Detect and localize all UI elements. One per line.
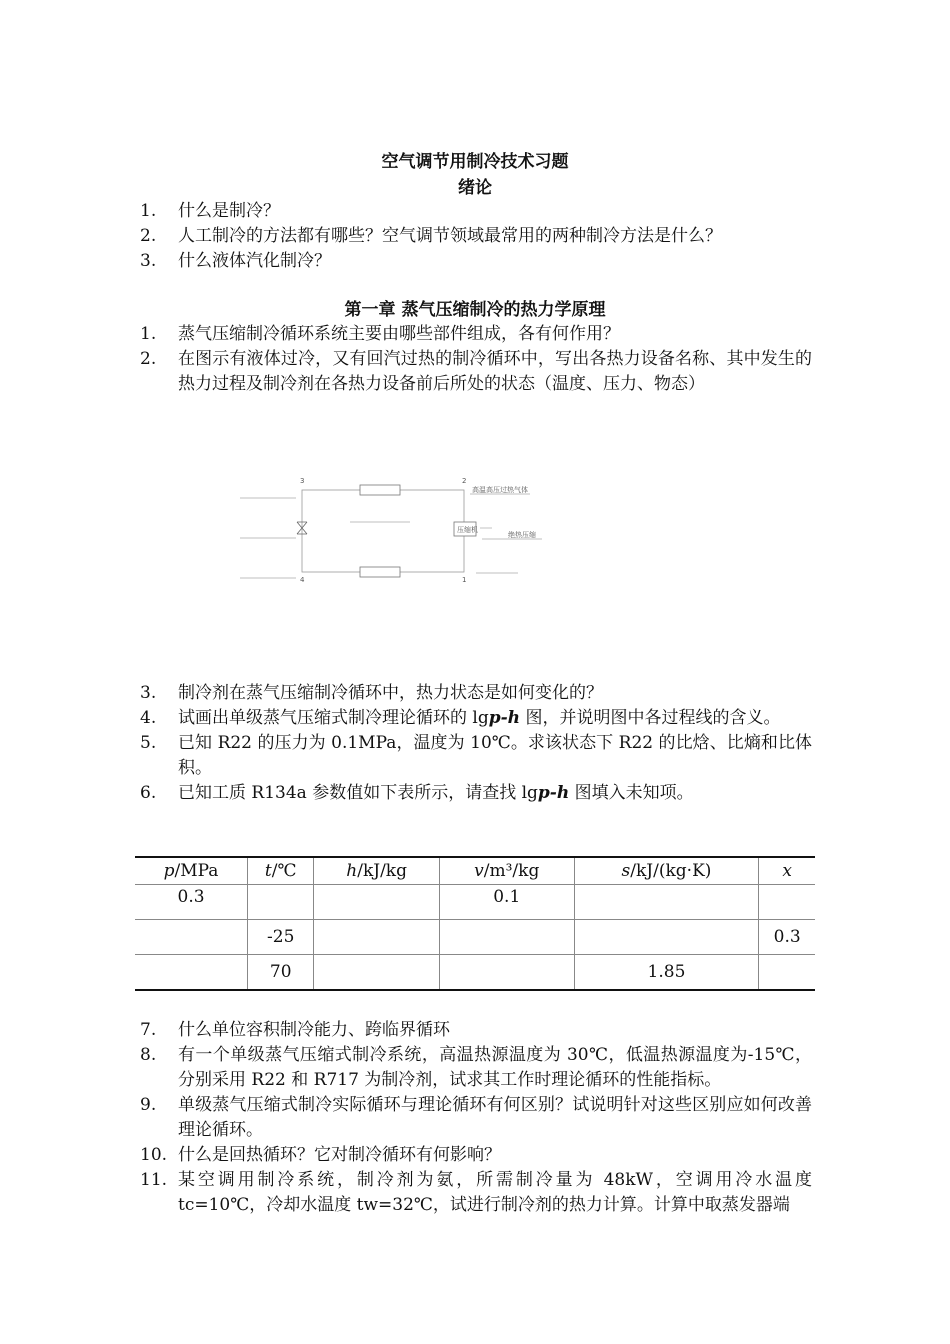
table-row: 70 1.85 — [135, 955, 815, 991]
state-point-2: 2 — [462, 477, 467, 485]
condenser-box — [360, 485, 400, 495]
document-title: 空气调节用制冷技术习题 — [381, 152, 569, 172]
label-high-pressure-gas: 高温高压过热气体 — [472, 486, 528, 494]
list-item: 7. 什么单位容积制冷能力、跨临界循环 — [140, 1020, 450, 1040]
cycle-loop — [302, 490, 464, 572]
list-item: 1. 蒸气压缩制冷循环系统主要由哪些部件组成，各有何作用？ — [140, 324, 620, 344]
table-header-cell: v/m³/kg — [439, 857, 574, 885]
table-header-row — [135, 857, 815, 885]
state-point-1: 1 — [462, 576, 467, 584]
table-header-cell: p/MPa — [135, 857, 248, 885]
state-point-3: 3 — [300, 477, 305, 485]
chapter1-question-list-c — [140, 1018, 812, 1218]
table-header-cell: t/℃ — [248, 857, 314, 885]
refrigeration-cycle-diagram — [230, 470, 570, 590]
list-item: 2. 人工制冷的方法都有哪些？空气调节领域最常用的两种制冷方法是什么？ — [140, 226, 722, 246]
chapter1-heading: 第一章 蒸气压缩制冷的热力学原理 — [344, 300, 606, 320]
list-item: 9. 单级蒸气压缩式制冷实际循环与理论循环有何区别？试说明针对这些区别应如何改善理论循环。 — [140, 1095, 812, 1140]
list-item: 5. 已知 R22 的压力为 0.1MPa，温度为 10℃。求该状态下 R22 的比焓、比熵和比体积。 — [140, 733, 812, 778]
label-adiabatic-compression: 绝热压缩 — [508, 531, 536, 539]
list-item: 1. 什么是制冷？ — [140, 201, 280, 221]
list-item: 2. 在图示有液体过冷，又有回汽过热的制冷循环中，写出各热力设备名称、其中发生的热力过程及制冷剂在各热力设备前后所处的状态（温度、压力、物态） — [140, 349, 812, 394]
chapter1-question-list-b — [140, 681, 812, 806]
list-item: 3. 制冷剂在蒸气压缩制冷循环中，热力状态是如何变化的？ — [140, 683, 603, 703]
chapter1-question-list-a — [140, 322, 812, 397]
list-item: 8. 有一个单级蒸气压缩式制冷系统，高温热源温度为 30℃，低温热源温度为-15℃，分别采用 R22 和 R717 为制冷剂，试求其工作时理论循环的性能指标。 — [140, 1045, 812, 1090]
state-point-4: 4 — [300, 576, 305, 584]
r134a-property-table — [135, 856, 815, 991]
label-compressor: 压缩机 — [457, 526, 478, 534]
table-header-cell: s/kJ/(kg·K) — [574, 857, 759, 885]
list-item: 4. 试画出单级蒸气压缩式制冷理论循环的 lgp-h 图，并说明图中各过程线的含义。 — [140, 708, 781, 728]
table-header-cell: h/kJ/kg — [314, 857, 440, 885]
table-row: 0.3 0.1 — [135, 885, 815, 920]
list-item: 10. 什么是回热循环？它对制冷循环有何影响？ — [140, 1145, 501, 1165]
table-row: -25 0.3 — [135, 920, 815, 955]
list-item: 3. 什么液体汽化制冷？ — [140, 251, 331, 271]
intro-question-list — [140, 199, 812, 274]
list-item: 6. 已知工质 R134a 参数值如下表所示，请查找 lgp-h 图填入未知项。 — [140, 783, 694, 803]
list-item: 11. 某空调用制冷系统，制冷剂为氨，所需制冷量为 48kW，空调用冷水温度 tc=10℃，冷却水温度 tw=32℃，试进行制冷剂的热力计算。计算中取蒸发器端 — [140, 1170, 812, 1215]
table-header-cell: x — [759, 857, 815, 885]
evaporator-box — [360, 567, 400, 577]
intro-heading: 绪论 — [458, 178, 492, 198]
